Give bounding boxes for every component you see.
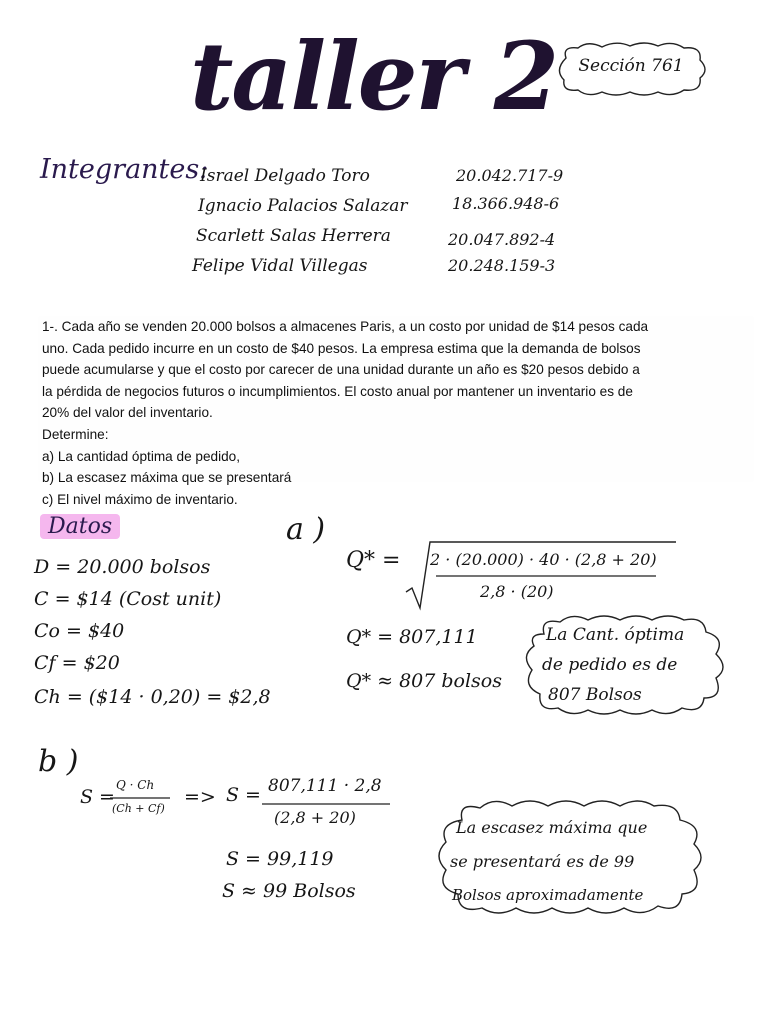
datos-line: Cf = $20 (34, 652, 120, 674)
cloud-line: La escasez máxima que (456, 818, 648, 837)
q-result: Q* = 807,111 (346, 626, 478, 648)
answer-b-cloud (432, 796, 708, 918)
problem-line: a) La cantidad óptima de pedido, (42, 448, 241, 464)
member-name: Felipe Vidal Villegas (192, 256, 368, 276)
part-b-label: b ) (38, 744, 79, 779)
member-rut: 20.248.159-3 (448, 256, 556, 275)
cloud-line: La Cant. óptima (546, 625, 685, 645)
problem-line: b) La escasez máxima que se presentará (42, 470, 292, 486)
cloud-line: 807 Bolsos (548, 685, 642, 705)
problem-line: 20% del valor del inventario. (42, 405, 213, 421)
s-formula-label: S = (80, 786, 115, 808)
fraction-bar (110, 796, 172, 800)
cloud-line: de pedido es de (542, 655, 678, 675)
problem-line: c) El nivel máximo de inventario. (42, 491, 238, 507)
q-numerator: 2 · (20.000) · 40 · (2,8 + 20) (430, 550, 657, 569)
s-sub-numerator: 807,111 · 2,8 (268, 776, 382, 796)
q-formula-label: Q* = (346, 548, 401, 573)
member-rut: 20.047.892-4 (448, 230, 556, 249)
datos-line: Co = $40 (34, 620, 125, 642)
problem-line: 1-. Cada año se venden 20.000 bolsos a almacenes Paris, a un costo por unidad de $14 pesos cada (42, 319, 649, 334)
s-formula-numerator: Q · Ch (116, 778, 155, 792)
integrantes-label: Integrantes: (40, 154, 209, 185)
s-result-rounded: S ≈ 99 Bolsos (222, 880, 356, 902)
page-title: taller 2 (190, 22, 558, 132)
s-sub-denominator: (2,8 + 20) (274, 808, 356, 827)
s-result: S = 99,119 (226, 848, 334, 870)
member-name: Ignacio Palacios Salazar (198, 196, 408, 216)
implies-arrow: => (184, 786, 216, 808)
section-label: Sección 761 (578, 56, 684, 76)
datos-label: Datos (40, 514, 120, 539)
cloud-line: Bolsos aproximadamente (452, 886, 644, 904)
problem-line: Determine: (42, 426, 109, 442)
s-sub-label: S = (226, 784, 261, 806)
problem-line: puede acumularse y que el costo por carecer de una unidad durante un año es $20 pesos debido a (42, 362, 640, 378)
cloud-line: se presentará es de 99 (450, 852, 635, 871)
q-denominator: 2,8 · (20) (480, 582, 554, 601)
problem-statement (38, 316, 754, 507)
part-a-label: a ) (286, 512, 326, 547)
fraction-bar (262, 802, 392, 806)
datos-line: D = 20.000 bolsos (34, 556, 211, 578)
datos-line: C = $14 (Cost unit) (34, 588, 222, 610)
q-result-rounded: Q* ≈ 807 bolsos (346, 670, 502, 692)
section-badge (552, 40, 710, 98)
member-name: Israel Delgado Toro (200, 166, 370, 186)
member-rut: 18.366.948-6 (452, 194, 560, 213)
answer-a-cloud (520, 612, 730, 718)
member-rut: 20.042.717-9 (456, 166, 564, 185)
problem-line: uno. Cada pedido incurre en un costo de $40 pesos. La empresa estima que la demanda de bolsos (42, 340, 641, 356)
member-name: Scarlett Salas Herrera (196, 226, 391, 246)
s-formula-denominator: (Ch + Cf) (112, 802, 165, 815)
problem-line: la pérdida de negocios futuros o incumplimientos. El costo anual por mantener un inventario es de (42, 383, 633, 399)
datos-line: Ch = ($14 · 0,20) = $2,8 (34, 686, 271, 708)
